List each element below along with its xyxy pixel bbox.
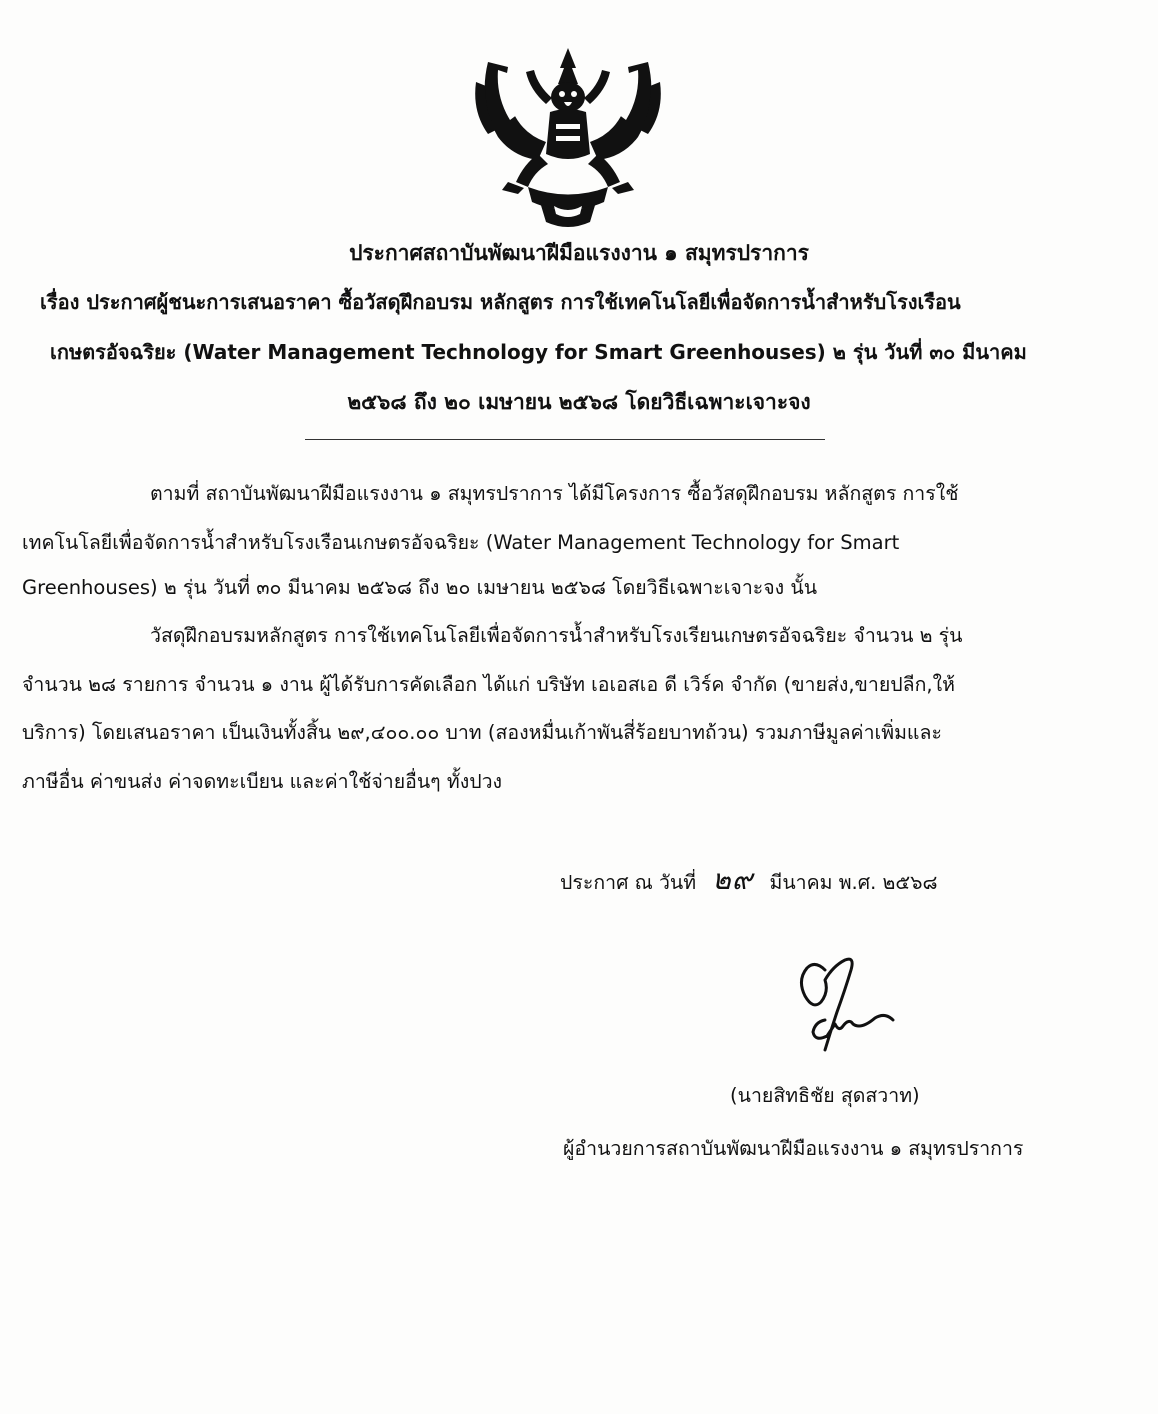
paragraph-1-line-3: Greenhouses) ๒ รุ่น วันที่ ๓๐ มีนาคม ๒๕๖๘ ถึง ๒๐ เมษายน ๒๕๖๘ โดยวิธีเฉพาะเจาะจง นั้น [22,576,818,599]
divider [305,439,825,440]
subject-line-3: ๒๕๖๘ ถึง ๒๐ เมษายน ๒๕๖๘ โดยวิธีเฉพาะเจาะจง [347,390,811,414]
signatory-position: ผู้อำนวยการสถาบันพัฒนาฝีมือแรงงาน ๑ สมุทรปราการ [563,1137,1024,1160]
date-month-year: มีนาคม พ.ศ. ๒๕๖๘ [769,871,938,894]
subject-line-2: เกษตรอัจฉริยะ (Water Management Technology for Smart Greenhouses) ๒ รุ่น วันที่ ๓๐ มีนาคม [50,340,1027,364]
handwritten-signature [785,950,905,1060]
handwritten-day: ๒๙ [712,863,754,896]
paragraph-2-line-1: วัสดุฝึกอบรมหลักสูตร การใช้เทคโนโลยีเพื่อจัดการน้ำสำหรับโรงเรียนเกษตรอัจฉริยะ จำนวน ๒ รุ่น [150,624,963,647]
date-prefix: ประกาศ ณ วันที่ [560,871,697,894]
paragraph-2-line-4: ภาษีอื่น ค่าขนส่ง ค่าจดทะเบียน และค่าใช้จ่ายอื่นๆ ทั้งปวง [22,770,503,793]
signatory-name: (นายสิทธิชัย สุดสวาท) [730,1084,920,1107]
paragraph-1-line-2: เทคโนโลยีเพื่อจัดการน้ำสำหรับโรงเรือนเกษตรอัจฉริยะ (Water Management Technology for Smart [22,531,900,554]
paragraph-2-line-3: บริการ) โดยเสนอราคา เป็นเงินทั้งสิ้น ๒๙,๔๐๐.๐๐ บาท (สองหมื่นเก้าพันสี่ร้อยบาทถ้วน) รวมภาษีมูลค่าเพิ่มและ [22,721,942,744]
paragraph-2-line-2: จำนวน ๒๘ รายการ จำนวน ๑ งาน ผู้ได้รับการคัดเลือก ได้แก่ บริษัท เอเอสเอ ดี เวิร์ค จำกัด (ขายส่ง,ขายปลีก,ให้ [22,673,955,696]
subject-line-1: เรื่อง ประกาศผู้ชนะการเสนอราคา ซื้อวัสดุฝึกอบรม หลักสูตร การใช้เทคโนโลยีเพื่อจัดการน้ำสำหรับโรงเรือน [40,290,961,314]
garuda-emblem-icon [468,42,668,232]
announcement-title: ประกาศสถาบันพัฒนาฝีมือแรงงาน ๑ สมุทรปราการ [349,241,809,265]
paragraph-1-line-1: ตามที่ สถาบันพัฒนาฝีมือแรงงาน ๑ สมุทรปราการ ได้มีโครงการ ซื้อวัสดุฝึกอบรม หลักสูตร การใช้ [150,482,959,505]
announcement-date [560,865,938,898]
